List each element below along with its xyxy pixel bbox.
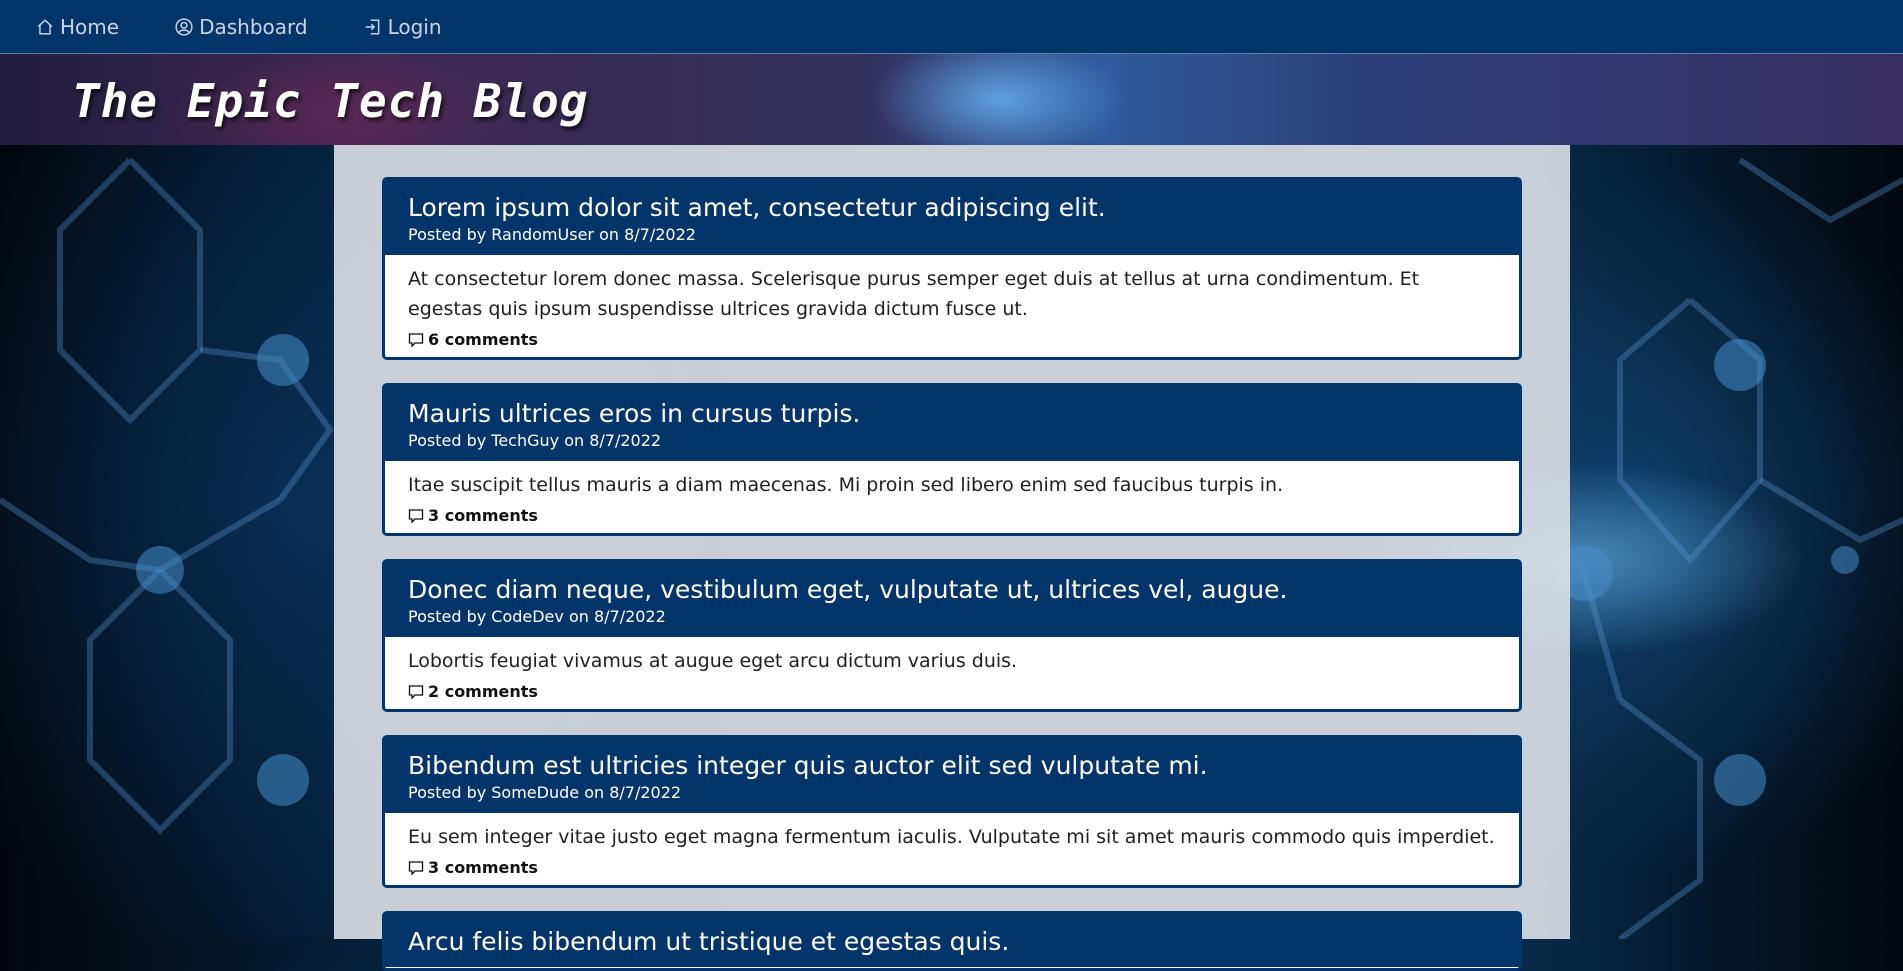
user-circle-icon bbox=[175, 18, 193, 36]
post-meta: Posted by TechGuy on 8/7/2022 bbox=[408, 431, 662, 450]
comment-icon bbox=[408, 508, 424, 524]
post-header bbox=[385, 562, 1519, 637]
site-header-banner bbox=[0, 54, 1903, 145]
post-excerpt: Lobortis feugiat vivamus at augue eget arcu dictum varius duis. bbox=[408, 650, 1018, 672]
post-comments-link[interactable] bbox=[408, 506, 1496, 525]
post-card bbox=[382, 735, 1522, 888]
post-card bbox=[382, 383, 1522, 536]
top-navbar bbox=[0, 0, 1903, 54]
nav-login-link[interactable] bbox=[364, 15, 442, 39]
post-comments-count: 6 comments bbox=[428, 330, 538, 349]
post-excerpt: Eu sem integer vitae justo eget magna fermentum iaculis. Vulputate mi sit amet mauris commodo quis imperdiet. bbox=[408, 826, 1495, 848]
post-excerpt: Itae suscipit tellus mauris a diam maecenas. Mi proin sed libero enim sed faucibus turpis in. bbox=[408, 474, 1284, 496]
post-card bbox=[382, 911, 1522, 971]
nav-home-label: Home bbox=[60, 14, 120, 39]
post-title[interactable]: Lorem ipsum dolor sit amet, consectetur adipiscing elit. bbox=[408, 193, 1106, 222]
post-comments-link[interactable] bbox=[408, 330, 1496, 349]
nav-home-link[interactable] bbox=[36, 15, 119, 39]
post-comments-count: 2 comments bbox=[428, 682, 538, 701]
comment-icon bbox=[408, 860, 424, 876]
post-comments-count: 3 comments bbox=[428, 858, 538, 877]
post-card bbox=[382, 559, 1522, 712]
post-body bbox=[385, 255, 1519, 357]
nav-login-label: Login bbox=[387, 14, 442, 39]
post-meta: Posted by RandomUser on 8/7/2022 bbox=[408, 225, 696, 244]
post-excerpt: At consectetur lorem donec massa. Scelerisque purus semper eget duis at tellus at urna condimentum. Et egestas quis ipsum suspendisse ultrices gravida dictum fusce ut. bbox=[408, 268, 1420, 320]
posts-container bbox=[334, 145, 1570, 956]
post-body bbox=[385, 461, 1519, 533]
post-meta: Posted by CodeDev on 8/7/2022 bbox=[408, 607, 666, 626]
post-card bbox=[382, 177, 1522, 360]
post-meta: Posted by SomeDude on 8/7/2022 bbox=[408, 783, 682, 802]
post-title[interactable]: Mauris ultrices eros in cursus turpis. bbox=[408, 399, 861, 428]
post-title[interactable]: Donec diam neque, vestibulum eget, vulputate ut, ultrices vel, augue. bbox=[408, 575, 1288, 604]
comment-icon bbox=[408, 332, 424, 348]
nav-dashboard-label: Dashboard bbox=[199, 14, 308, 39]
post-header bbox=[385, 180, 1519, 255]
post-header bbox=[385, 914, 1519, 967]
comment-icon bbox=[408, 684, 424, 700]
post-body bbox=[385, 813, 1519, 885]
post-comments-count: 3 comments bbox=[428, 506, 538, 525]
post-header bbox=[385, 386, 1519, 461]
post-header bbox=[385, 738, 1519, 813]
post-comments-link[interactable] bbox=[408, 858, 1496, 877]
post-body bbox=[385, 637, 1519, 709]
post-comments-link[interactable] bbox=[408, 682, 1496, 701]
site-title: The Epic Tech Blog bbox=[72, 74, 589, 128]
post-title[interactable]: Bibendum est ultricies integer quis auctor elit sed vulputate mi. bbox=[408, 751, 1208, 780]
login-icon bbox=[364, 18, 382, 36]
post-title[interactable]: Arcu felis bibendum ut tristique et egestas quis. bbox=[408, 927, 1010, 956]
nav-dashboard-link[interactable] bbox=[175, 15, 308, 39]
house-icon bbox=[36, 18, 54, 36]
